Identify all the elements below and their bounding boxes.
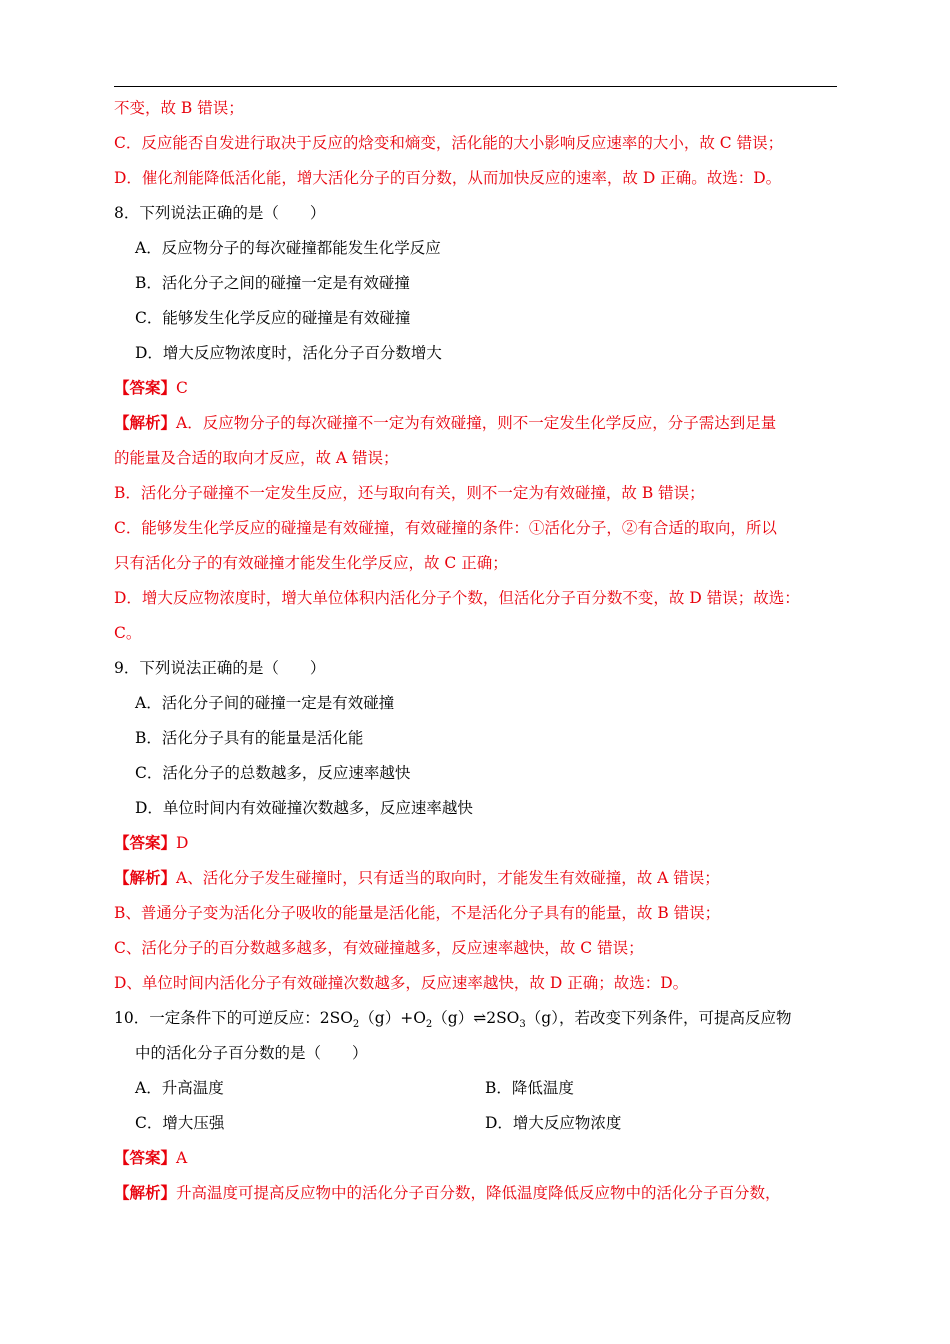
q9-explanation-line (114, 865, 849, 900)
q8-explanation-line: B．活化分子碰撞不一定发生反应，还与取向有关，则不一定为有效碰撞，故 B 错误； (114, 484, 705, 502)
answer-tag: 【答案】 (114, 378, 177, 397)
q9-option-b: B．活化分子具有的能量是活化能 (135, 729, 364, 747)
q9-option-c: C．活化分子的总数越多，反应速率越快 (135, 764, 411, 782)
explain-tag: 【解析】 (114, 413, 177, 432)
q8-explanation-line: C。 (114, 624, 142, 642)
q8-explanation-line: D．增大反应物浓度时，增大单位体积内活化分子个数，但活化分子百分数不变，故 D 错误；故选： (114, 589, 800, 607)
q10-explanation-line (114, 1180, 849, 1215)
q10-stem-line2: 中的活化分子百分数的是（ ） (135, 1044, 368, 1062)
q10-option-a: A．升高温度 (135, 1079, 224, 1097)
explain-tag: 【解析】 (114, 1183, 177, 1202)
q10-options-row (114, 1075, 849, 1110)
q8-option-a: A．反应物分子的每次碰撞都能发生化学反应 (135, 239, 441, 257)
q10-stem-part: （g），若改变下列条件，可提高反应物 (525, 1009, 792, 1027)
q8-answer (114, 375, 849, 410)
q10-options-row (114, 1110, 849, 1145)
q9-stem: 9．下列说法正确的是（ ） (114, 659, 326, 677)
prev-explanation-line: D．催化剂能降低活化能，增大活化分子的百分数，从而加快反应的速率，故 D 正确。故选：D。 (114, 169, 782, 187)
q8-explanation-line: 只有活化分子的有效碰撞才能发生化学反应，故 C 正确； (114, 554, 508, 572)
q9-explanation-text: A、活化分子发生碰撞时，只有适当的取向时，才能发生有效碰撞，故 A 错误； (176, 869, 720, 887)
header-rule (114, 86, 837, 87)
q8-explanation-text: A．反应物分子的每次碰撞不一定为有效碰撞，则不一定发生化学反应，分子需达到足量 (176, 414, 777, 432)
q8-answer-value: C (176, 379, 188, 397)
q10-answer-value: A (176, 1149, 188, 1167)
q9-answer-value: D (176, 834, 189, 852)
q8-explanation-line: 的能量及合适的取向才反应，故 A 错误； (114, 449, 399, 467)
subscript: 2 (425, 1019, 433, 1031)
q9-answer (114, 830, 849, 865)
q10-option-d: D．增大反应物浓度 (485, 1114, 622, 1132)
q10-stem (114, 1005, 849, 1040)
q9-explanation-line: C、活化分子的百分数越多越多，有效碰撞越多，反应速率越快，故 C 错误； (114, 939, 644, 957)
prev-explanation-line: 不变，故 B 错误； (114, 99, 244, 117)
q8-option-b: B．活化分子之间的碰撞一定是有效碰撞 (135, 274, 410, 292)
document-body (114, 95, 849, 1215)
answer-tag: 【答案】 (114, 1148, 177, 1167)
q10-stem-part: （g）⇌2SO (432, 1009, 520, 1027)
q9-option-a: A．活化分子间的碰撞一定是有效碰撞 (135, 694, 395, 712)
q10-stem-part: 10．一定条件下的可逆反应：2SO (114, 1009, 353, 1027)
subscript: 3 (519, 1019, 526, 1031)
q10-explanation-text: 升高温度可提高反应物中的活化分子百分数，降低温度降低反应物中的活化分子百分数， (176, 1184, 781, 1202)
q8-explanation-line: C．能够发生化学反应的碰撞是有效碰撞，有效碰撞的条件：①活化分子，②有合适的取向，所以 (114, 519, 777, 537)
q10-option-b: B．降低温度 (485, 1079, 574, 1097)
q10-option-c: C．增大压强 (135, 1114, 225, 1132)
subscript: 2 (352, 1019, 360, 1031)
q9-explanation-line: B、普通分子变为活化分子吸收的能量是活化能，不是活化分子具有的能量，故 B 错误； (114, 904, 721, 922)
q8-stem: 8．下列说法正确的是（ ） (114, 204, 326, 222)
q10-answer (114, 1145, 849, 1180)
prev-explanation-line: C．反应能否自发进行取决于反应的焓变和熵变，活化能的大小影响反应速率的大小，故 C 错误； (114, 134, 784, 152)
q10-stem-part: （g）+O (359, 1009, 426, 1027)
answer-tag: 【答案】 (114, 833, 177, 852)
q8-explanation-line (114, 410, 849, 445)
q9-explanation-line: D、单位时间内活化分子有效碰撞次数越多，反应速率越快，故 D 正确；故选：D。 (114, 974, 689, 992)
explain-tag: 【解析】 (114, 868, 177, 887)
q9-option-d: D．单位时间内有效碰撞次数越多，反应速率越快 (135, 799, 473, 817)
q8-option-c: C．能够发生化学反应的碰撞是有效碰撞 (135, 309, 411, 327)
q8-option-d: D．增大反应物浓度时，活化分子百分数增大 (135, 344, 442, 362)
